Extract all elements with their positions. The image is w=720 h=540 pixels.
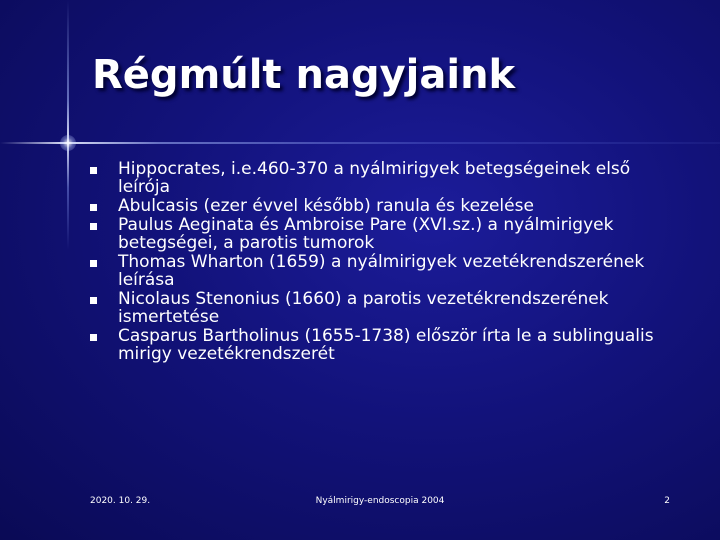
bullet-item xyxy=(90,160,680,196)
square-bullet-icon xyxy=(90,260,97,267)
footer-date: 2020. 10. 29. xyxy=(90,496,151,506)
lens-flare-horizontal xyxy=(0,142,720,144)
lens-flare-vertical xyxy=(67,0,69,250)
lens-flare-glow xyxy=(60,135,76,151)
footer-title: Nyálmirigy-endoscopia 2004 xyxy=(315,496,445,506)
bullet-list xyxy=(90,160,680,364)
bullet-text: Thomas Wharton (1659) a nyálmirigyek vezetékrendszerének leírása xyxy=(118,252,645,290)
bullet-item xyxy=(90,197,680,215)
bullet-item xyxy=(90,253,680,289)
square-bullet-icon xyxy=(90,167,97,174)
bullet-text: Casparus Bartholinus (1655-1738) először írta le a sublingualis mirigy vezetékrendszerét xyxy=(118,326,654,364)
square-bullet-icon xyxy=(90,334,97,341)
bullet-text: Nicolaus Stenonius (1660) a parotis vezetékrendszerének ismertetése xyxy=(118,289,609,327)
bullet-item xyxy=(90,290,680,326)
square-bullet-icon xyxy=(90,204,97,211)
bullet-text: Hippocrates, i.e.460-370 a nyálmirigyek betegségeinek első leírója xyxy=(118,159,631,197)
bullet-item xyxy=(90,327,680,363)
bullet-text: Abulcasis (ezer évvel később) ranula és kezelése xyxy=(118,196,534,216)
square-bullet-icon xyxy=(90,223,97,230)
page-number: 2 xyxy=(664,496,670,506)
bullet-text: Paulus Aeginata és Ambroise Pare (XVI.sz.) a nyálmirigyek betegségei, a parotis tumorok xyxy=(118,215,614,253)
slide-title: Régmúlt nagyjaink xyxy=(92,52,516,98)
square-bullet-icon xyxy=(90,297,97,304)
bullet-item xyxy=(90,216,680,252)
